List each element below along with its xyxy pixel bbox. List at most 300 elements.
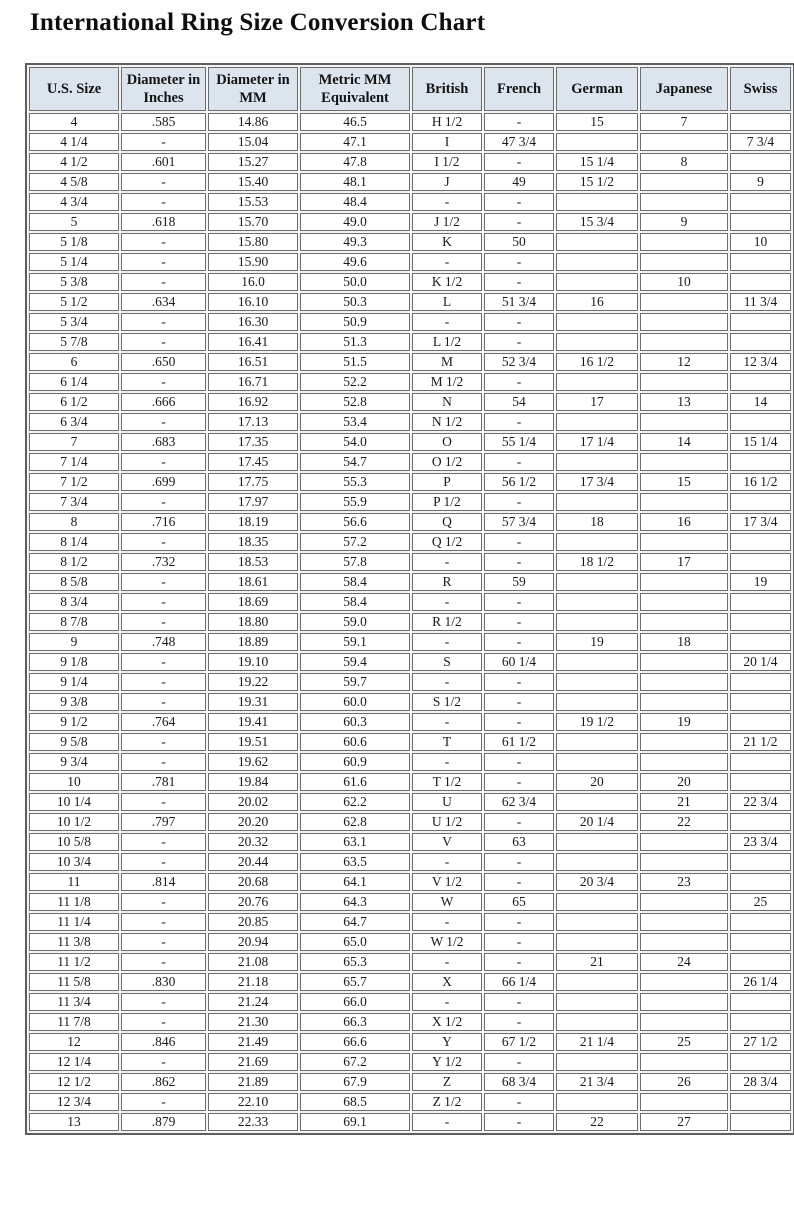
- cell: 22.10: [208, 1093, 298, 1111]
- cell: N 1/2: [412, 413, 482, 431]
- cell: 21 1/2: [730, 733, 791, 751]
- cell: 6 3/4: [29, 413, 119, 431]
- cell: 65.3: [300, 953, 410, 971]
- table-row: [29, 313, 791, 331]
- cell: 17: [556, 393, 638, 411]
- cell: 8: [29, 513, 119, 531]
- table-row: [29, 1093, 791, 1111]
- cell: 48.4: [300, 193, 410, 211]
- cell: 5 1/8: [29, 233, 119, 251]
- cell: -: [484, 913, 554, 931]
- cell: 7 3/4: [730, 133, 791, 151]
- cell: .666: [121, 393, 206, 411]
- cell: 12: [640, 353, 728, 371]
- page-title: International Ring Size Conversion Chart: [30, 9, 486, 36]
- table-row: [29, 973, 791, 991]
- cell: J: [412, 173, 482, 191]
- cell: 7 1/2: [29, 473, 119, 491]
- cell: [556, 853, 638, 871]
- cell: 11 7/8: [29, 1013, 119, 1031]
- cell: [730, 633, 791, 651]
- cell: .585: [121, 113, 206, 131]
- cell: 62 3/4: [484, 793, 554, 811]
- cell: 60.0: [300, 693, 410, 711]
- cell: R 1/2: [412, 613, 482, 631]
- col-header-diameter-mm: Diameter in MM: [208, 67, 298, 111]
- cell: 15.80: [208, 233, 298, 251]
- cell: -: [412, 853, 482, 871]
- cell: [556, 693, 638, 711]
- cell: T: [412, 733, 482, 751]
- cell: [640, 333, 728, 351]
- cell: 9 1/2: [29, 713, 119, 731]
- cell: -: [121, 533, 206, 551]
- cell: -: [484, 213, 554, 231]
- cell: 62.2: [300, 793, 410, 811]
- table-row: [29, 1013, 791, 1031]
- col-header-japanese: Japanese: [640, 67, 728, 111]
- cell: -: [121, 893, 206, 911]
- cell: 10 1/4: [29, 793, 119, 811]
- cell: 23 3/4: [730, 833, 791, 851]
- cell: [556, 913, 638, 931]
- cell: -: [484, 813, 554, 831]
- cell: [640, 253, 728, 271]
- cell: 19 1/2: [556, 713, 638, 731]
- table-row: [29, 233, 791, 251]
- cell: 15 1/4: [556, 153, 638, 171]
- cell: L: [412, 293, 482, 311]
- cell: [640, 693, 728, 711]
- cell: 51.5: [300, 353, 410, 371]
- col-header-metric-mm-equivalent: Metric MM Equivalent: [300, 67, 410, 111]
- table-row: [29, 533, 791, 551]
- table-row: [29, 753, 791, 771]
- table-row: [29, 473, 791, 491]
- col-header-german: German: [556, 67, 638, 111]
- cell: 16.41: [208, 333, 298, 351]
- cell: 4: [29, 113, 119, 131]
- cell: 19: [640, 713, 728, 731]
- cell: -: [484, 993, 554, 1011]
- cell: O: [412, 433, 482, 451]
- cell: -: [412, 193, 482, 211]
- cell: .830: [121, 973, 206, 991]
- cell: 20.20: [208, 813, 298, 831]
- cell: 50.9: [300, 313, 410, 331]
- cell: 60.3: [300, 713, 410, 731]
- cell: 20.02: [208, 793, 298, 811]
- cell: [556, 333, 638, 351]
- cell: 18: [556, 513, 638, 531]
- cell: 11: [29, 873, 119, 891]
- cell: 48.1: [300, 173, 410, 191]
- cell: 20 3/4: [556, 873, 638, 891]
- cell: 18: [640, 633, 728, 651]
- cell: -: [484, 853, 554, 871]
- cell: Y: [412, 1033, 482, 1051]
- table-row: [29, 673, 791, 691]
- table-row: [29, 833, 791, 851]
- cell: [730, 533, 791, 551]
- cell: 15: [640, 473, 728, 491]
- cell: [556, 533, 638, 551]
- cell: 22.33: [208, 1113, 298, 1131]
- cell: 18.61: [208, 573, 298, 591]
- cell: I: [412, 133, 482, 151]
- cell: .879: [121, 1113, 206, 1131]
- cell: 55.3: [300, 473, 410, 491]
- cell: .748: [121, 633, 206, 651]
- table-row: [29, 1073, 791, 1091]
- cell: [730, 953, 791, 971]
- cell: -: [484, 1013, 554, 1031]
- cell: 11 1/4: [29, 913, 119, 931]
- cell: 18.53: [208, 553, 298, 571]
- table-row: [29, 333, 791, 351]
- cell: 18.80: [208, 613, 298, 631]
- cell: -: [121, 613, 206, 631]
- cell: [730, 713, 791, 731]
- cell: [730, 1053, 791, 1071]
- cell: 16: [640, 513, 728, 531]
- cell: 21.18: [208, 973, 298, 991]
- cell: -: [484, 493, 554, 511]
- cell: 60.9: [300, 753, 410, 771]
- cell: U: [412, 793, 482, 811]
- cell: 62.8: [300, 813, 410, 831]
- cell: -: [412, 633, 482, 651]
- table-row: [29, 1053, 791, 1071]
- cell: 67 1/2: [484, 1033, 554, 1051]
- table-row: [29, 953, 791, 971]
- cell: 21.24: [208, 993, 298, 1011]
- cell: 9 1/8: [29, 653, 119, 671]
- cell: 16: [556, 293, 638, 311]
- cell: 6: [29, 353, 119, 371]
- cell: -: [484, 873, 554, 891]
- cell: -: [121, 173, 206, 191]
- cell: 59.4: [300, 653, 410, 671]
- cell: 27 1/2: [730, 1033, 791, 1051]
- cell: -: [121, 313, 206, 331]
- cell: .797: [121, 813, 206, 831]
- cell: [730, 873, 791, 891]
- table-row: [29, 853, 791, 871]
- cell: 11 3/4: [730, 293, 791, 311]
- cell: [640, 1013, 728, 1031]
- table-row: [29, 733, 791, 751]
- table-row: [29, 273, 791, 291]
- cell: 8: [640, 153, 728, 171]
- cell: [730, 453, 791, 471]
- cell: 18.35: [208, 533, 298, 551]
- cell: Q 1/2: [412, 533, 482, 551]
- col-header-swiss: Swiss: [730, 67, 791, 111]
- cell: -: [412, 913, 482, 931]
- cell: [640, 373, 728, 391]
- cell: [640, 993, 728, 1011]
- cell: .634: [121, 293, 206, 311]
- cell: [556, 673, 638, 691]
- cell: 52 3/4: [484, 353, 554, 371]
- cell: [730, 213, 791, 231]
- cell: N: [412, 393, 482, 411]
- cell: [556, 593, 638, 611]
- cell: 51.3: [300, 333, 410, 351]
- cell: [640, 593, 728, 611]
- cell: [640, 853, 728, 871]
- cell: 17: [640, 553, 728, 571]
- cell: -: [484, 633, 554, 651]
- cell: [640, 753, 728, 771]
- cell: 54: [484, 393, 554, 411]
- cell: 54.0: [300, 433, 410, 451]
- cell: [640, 493, 728, 511]
- cell: -: [484, 753, 554, 771]
- cell: -: [121, 753, 206, 771]
- cell: 20.76: [208, 893, 298, 911]
- cell: -: [484, 533, 554, 551]
- cell: 8 1/4: [29, 533, 119, 551]
- cell: 10: [640, 273, 728, 291]
- cell: [730, 193, 791, 211]
- table-row: [29, 113, 791, 131]
- cell: X: [412, 973, 482, 991]
- cell: 20.94: [208, 933, 298, 951]
- cell: 17.13: [208, 413, 298, 431]
- cell: [556, 613, 638, 631]
- cell: 17.75: [208, 473, 298, 491]
- cell: 10 1/2: [29, 813, 119, 831]
- cell: -: [121, 913, 206, 931]
- cell: 5: [29, 213, 119, 231]
- cell: 64.1: [300, 873, 410, 891]
- cell: 50.3: [300, 293, 410, 311]
- cell: -: [484, 1093, 554, 1111]
- cell: [556, 273, 638, 291]
- cell: 66 1/4: [484, 973, 554, 991]
- table-row: [29, 573, 791, 591]
- cell: 21.30: [208, 1013, 298, 1031]
- cell: -: [121, 273, 206, 291]
- cell: 8 7/8: [29, 613, 119, 631]
- cell: 57.2: [300, 533, 410, 551]
- table-row: [29, 933, 791, 951]
- cell: 18.19: [208, 513, 298, 531]
- cell: [640, 653, 728, 671]
- cell: 15 1/2: [556, 173, 638, 191]
- cell: S: [412, 653, 482, 671]
- cell: 19.51: [208, 733, 298, 751]
- cell: Z: [412, 1073, 482, 1091]
- cell: [730, 1093, 791, 1111]
- cell: 20 1/4: [556, 813, 638, 831]
- cell: 21.08: [208, 953, 298, 971]
- cell: 14: [730, 393, 791, 411]
- cell: 11 1/2: [29, 953, 119, 971]
- cell: L 1/2: [412, 333, 482, 351]
- cell: 55.9: [300, 493, 410, 511]
- cell: 9: [640, 213, 728, 231]
- cell: [556, 373, 638, 391]
- cell: 21: [640, 793, 728, 811]
- cell: 26: [640, 1073, 728, 1091]
- cell: 7 1/4: [29, 453, 119, 471]
- cell: [556, 133, 638, 151]
- table-row: [29, 453, 791, 471]
- cell: -: [121, 733, 206, 751]
- cell: 64.3: [300, 893, 410, 911]
- cell: -: [484, 153, 554, 171]
- table-row: [29, 613, 791, 631]
- cell: 65.7: [300, 973, 410, 991]
- cell: J 1/2: [412, 213, 482, 231]
- cell: [730, 553, 791, 571]
- cell: 17 3/4: [730, 513, 791, 531]
- cell: 9 1/4: [29, 673, 119, 691]
- cell: .716: [121, 513, 206, 531]
- cell: .683: [121, 433, 206, 451]
- cell: 22: [556, 1113, 638, 1131]
- cell: 6 1/4: [29, 373, 119, 391]
- cell: 21.49: [208, 1033, 298, 1051]
- cell: 20.32: [208, 833, 298, 851]
- cell: 68.5: [300, 1093, 410, 1111]
- cell: 9: [730, 173, 791, 191]
- cell: -: [412, 253, 482, 271]
- cell: -: [121, 833, 206, 851]
- cell: 20.44: [208, 853, 298, 871]
- cell: 17.97: [208, 493, 298, 511]
- cell: -: [412, 553, 482, 571]
- cell: 15.53: [208, 193, 298, 211]
- cell: 47.1: [300, 133, 410, 151]
- cell: [640, 613, 728, 631]
- cell: S 1/2: [412, 693, 482, 711]
- cell: 59.7: [300, 673, 410, 691]
- cell: 52.2: [300, 373, 410, 391]
- table-row: [29, 493, 791, 511]
- cell: [556, 493, 638, 511]
- cell: [556, 993, 638, 1011]
- cell: Y 1/2: [412, 1053, 482, 1071]
- cell: -: [484, 313, 554, 331]
- cell: K: [412, 233, 482, 251]
- cell: 67.9: [300, 1073, 410, 1091]
- cell: .862: [121, 1073, 206, 1091]
- cell: 14: [640, 433, 728, 451]
- cell: [730, 673, 791, 691]
- cell: 58.4: [300, 593, 410, 611]
- cell: 21.69: [208, 1053, 298, 1071]
- cell: V 1/2: [412, 873, 482, 891]
- cell: 15 1/4: [730, 433, 791, 451]
- cell: 12 3/4: [730, 353, 791, 371]
- table-row: [29, 353, 791, 371]
- cell: -: [484, 593, 554, 611]
- cell: -: [484, 953, 554, 971]
- cell: [556, 233, 638, 251]
- cell: 25: [640, 1033, 728, 1051]
- table-row: [29, 513, 791, 531]
- cell: H 1/2: [412, 113, 482, 131]
- cell: 60 1/4: [484, 653, 554, 671]
- table-row: [29, 593, 791, 611]
- cell: 21: [556, 953, 638, 971]
- cell: 5 1/2: [29, 293, 119, 311]
- cell: -: [484, 113, 554, 131]
- cell: [730, 813, 791, 831]
- cell: [640, 1093, 728, 1111]
- cell: [640, 893, 728, 911]
- cell: 68 3/4: [484, 1073, 554, 1091]
- cell: 12: [29, 1033, 119, 1051]
- cell: 47.8: [300, 153, 410, 171]
- cell: 50: [484, 233, 554, 251]
- cell: K 1/2: [412, 273, 482, 291]
- table-body: [29, 113, 791, 1131]
- cell: 61 1/2: [484, 733, 554, 751]
- cell: -: [121, 133, 206, 151]
- cell: 19.22: [208, 673, 298, 691]
- cell: -: [121, 653, 206, 671]
- cell: 51 3/4: [484, 293, 554, 311]
- cell: -: [484, 273, 554, 291]
- cell: -: [484, 1113, 554, 1131]
- cell: 57.8: [300, 553, 410, 571]
- cell: -: [484, 193, 554, 211]
- cell: R: [412, 573, 482, 591]
- header-row: [29, 67, 791, 111]
- cell: [556, 1013, 638, 1031]
- col-header-diameter-inches: Diameter in Inches: [121, 67, 206, 111]
- cell: M 1/2: [412, 373, 482, 391]
- cell: -: [121, 933, 206, 951]
- cell: 15: [556, 113, 638, 131]
- cell: 19: [730, 573, 791, 591]
- cell: [556, 933, 638, 951]
- table-row: [29, 773, 791, 791]
- table-row: [29, 993, 791, 1011]
- cell: [730, 113, 791, 131]
- table-row: [29, 393, 791, 411]
- cell: .650: [121, 353, 206, 371]
- cell: T 1/2: [412, 773, 482, 791]
- cell: 17 3/4: [556, 473, 638, 491]
- cell: U 1/2: [412, 813, 482, 831]
- cell: 58.4: [300, 573, 410, 591]
- cell: 7: [640, 113, 728, 131]
- cell: [640, 973, 728, 991]
- cell: 11 5/8: [29, 973, 119, 991]
- cell: -: [121, 1053, 206, 1071]
- cell: -: [484, 413, 554, 431]
- cell: -: [121, 1013, 206, 1031]
- cell: [730, 773, 791, 791]
- cell: 15.40: [208, 173, 298, 191]
- cell: X 1/2: [412, 1013, 482, 1031]
- cell: 5 1/4: [29, 253, 119, 271]
- cell: 60.6: [300, 733, 410, 751]
- cell: 52.8: [300, 393, 410, 411]
- cell: [730, 613, 791, 631]
- cell: -: [484, 673, 554, 691]
- cell: [730, 1113, 791, 1131]
- cell: -: [412, 953, 482, 971]
- cell: 16 1/2: [730, 473, 791, 491]
- cell: 7: [29, 433, 119, 451]
